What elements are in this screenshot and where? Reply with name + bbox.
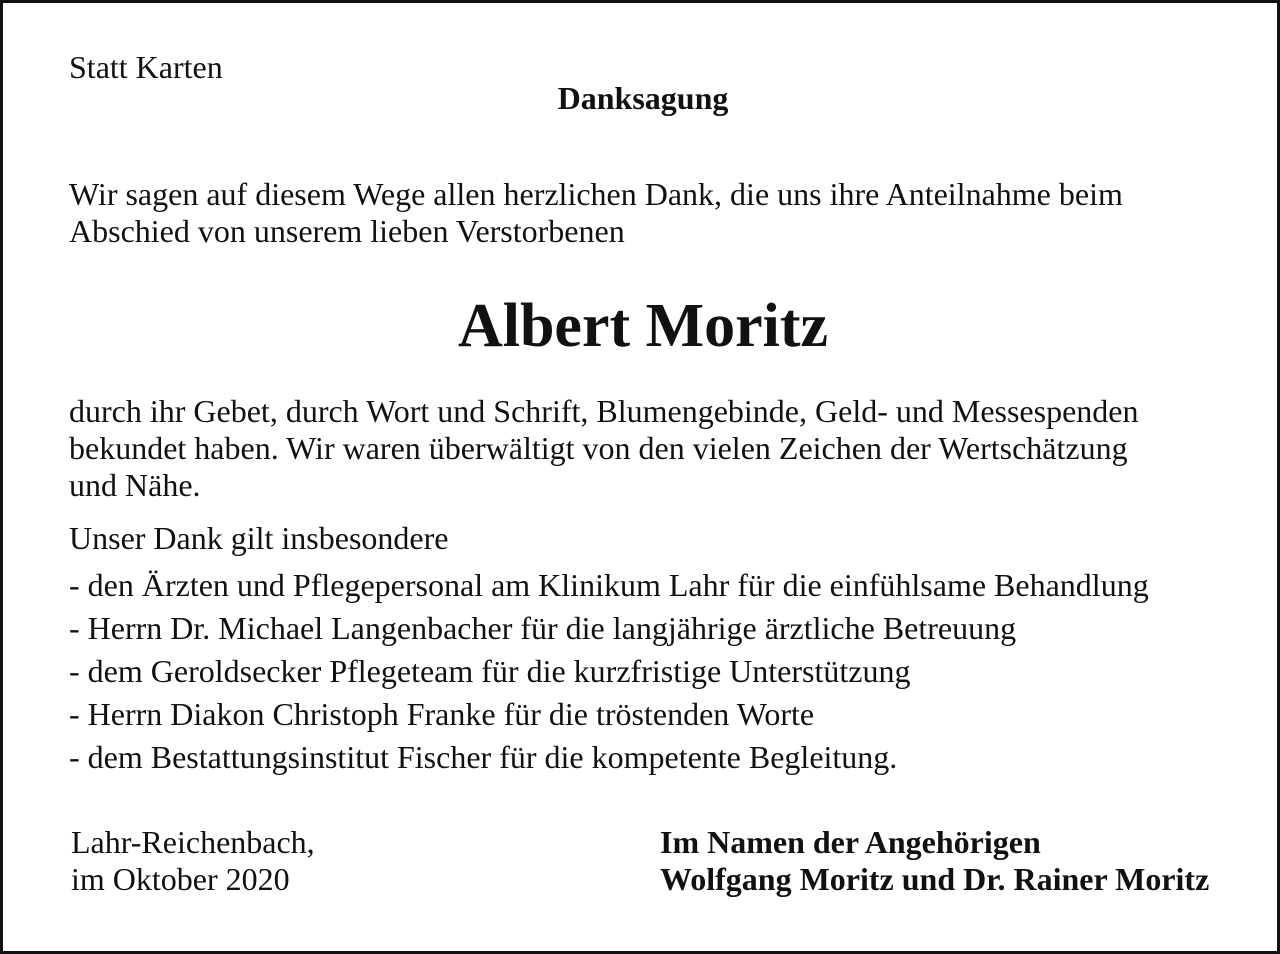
deceased-name: Albert Moritz bbox=[457, 292, 829, 360]
body-line: bekundet haben. Wir waren überwältigt von den vielen Zeichen der Wertschätzung bbox=[69, 430, 1128, 466]
date-line: im Oktober 2020 bbox=[71, 861, 290, 897]
intro-line: Abschied von unserem lieben Verstorbenen bbox=[69, 213, 625, 249]
thanks-item: - dem Geroldsecker Pflegeteam für die kurzfristige Unterstützung bbox=[69, 653, 911, 689]
signature-names: Wolfgang Moritz und Dr. Rainer Moritz bbox=[660, 861, 1210, 897]
thanks-item: - dem Bestattungsinstitut Fischer für die kompetente Begleitung. bbox=[69, 739, 898, 775]
thanks-item: - Herrn Dr. Michael Langenbacher für die langjährige ärztliche Betreuung bbox=[69, 610, 1017, 646]
intro-line: Wir sagen auf diesem Wege allen herzlichen Dank, die uns ihre Anteilnahme beim bbox=[69, 176, 1123, 212]
body-line: durch ihr Gebet, durch Wort und Schrift, Blumengebinde, Geld- und Messespenden bbox=[69, 393, 1139, 429]
statt-karten-label: Statt Karten bbox=[69, 49, 223, 85]
thanks-item: - Herrn Diakon Christoph Franke für die tröstenden Worte bbox=[69, 696, 815, 732]
notice-title: Danksagung bbox=[557, 80, 729, 116]
body-line: und Nähe. bbox=[69, 467, 201, 503]
signature-heading: Im Namen der Angehörigen bbox=[660, 824, 1041, 860]
thanks-list bbox=[69, 564, 1149, 779]
place-line: Lahr-Reichenbach, bbox=[71, 824, 315, 860]
thanks-item: - den Ärzten und Pflegepersonal am Klinikum Lahr für die einfühlsame Behandlung bbox=[69, 567, 1149, 603]
thanks-heading: Unser Dank gilt insbesondere bbox=[69, 520, 449, 556]
